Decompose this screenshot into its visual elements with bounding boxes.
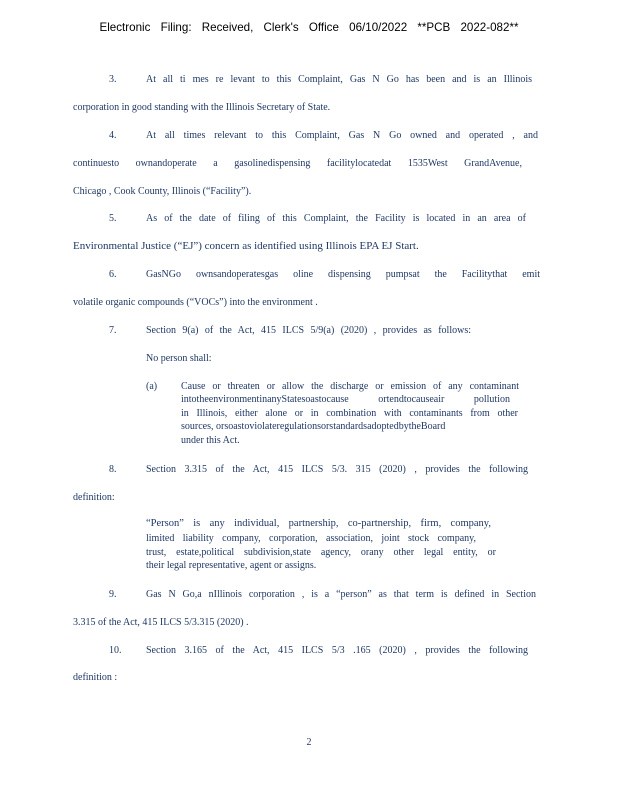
paragraph-4-line-3: Chicago , Cook County, Illinois (“Facility”). <box>73 186 252 197</box>
paragraph-3-number: 3. <box>109 74 117 85</box>
paragraph-9-line-2: 3.315 of the Act, 415 ILCS 5/3.315 (2020) . <box>73 617 249 628</box>
paragraph-5-line-1: As of the date of filing of this Complaint, the Facility is located in an area of <box>146 213 526 224</box>
subsection-a-line-2: intotheenvironmentinanyStatesoastocause ortendtocauseair pollution <box>181 394 510 405</box>
person-definition-line-3: trust, estate,political subdivision,state agency, orany other legal entity, or <box>146 547 496 558</box>
paragraph-10-line-1: Section 3.165 of the Act, 415 ILCS 5/3 .165 (2020) , provides the following <box>146 645 528 656</box>
paragraph-6-line-1: GasNGo ownsandoperatesgas oline dispensing pumpsat the Facilitythat emit <box>146 269 540 280</box>
paragraph-9-line-1: Gas N Go,a nIllinois corporation , is a “person” as that term is defined in Section <box>146 589 536 600</box>
paragraph-4-number: 4. <box>109 130 117 141</box>
filing-header: Electronic Filing: Received, Clerk's Office 06/10/2022 **PCB 2022-082** <box>99 21 519 34</box>
subsection-a-label: (a) <box>146 381 158 392</box>
paragraph-9-number: 9. <box>109 589 117 600</box>
subsection-a-line-5: under this Act. <box>181 435 240 446</box>
paragraph-4-line-1: At all times relevant to this Complaint, Gas N Go owned and operated , and <box>146 130 538 141</box>
paragraph-4-line-2: continuesto ownandoperate a gasolinedispensing facilitylocatedat 1535West GrandAvenue, <box>73 158 522 169</box>
paragraph-3-line-2: corporation in good standing with the Illinois Secretary of State. <box>73 102 331 113</box>
paragraph-8-line-2: definition: <box>73 492 115 503</box>
paragraph-6-number: 6. <box>109 269 117 280</box>
subsection-a-line-1: Cause or threaten or allow the discharge or emission of any contaminant <box>181 381 519 392</box>
person-definition-line-1: “Person” is any individual, partnership, co-partnership, firm, company, <box>146 518 491 529</box>
paragraph-8-number: 8. <box>109 464 117 475</box>
paragraph-7-line-2: No person shall: <box>146 353 212 364</box>
subsection-a-line-4: sources, orsoastoviolateregulationsorstandardsadoptedbytheBoard <box>181 421 446 432</box>
paragraph-7-line-1: Section 9(a) of the Act, 415 ILCS 5/9(a) (2020) , provides as follows: <box>146 325 471 336</box>
paragraph-6-line-2: volatile organic compounds (“VOCs”) into the environment . <box>73 297 318 308</box>
page-number: 2 <box>306 737 312 748</box>
person-definition-line-2: limited liability company, corporation, association, joint stock company, <box>146 533 476 544</box>
person-definition-line-4: their legal representative, agent or assigns. <box>146 560 317 571</box>
paragraph-10-line-2: definition : <box>73 672 118 683</box>
paragraph-10-number: 10. <box>109 645 122 656</box>
paragraph-5-line-2: Environmental Justice (“EJ”) concern as identified using Illinois EPA EJ Start. <box>73 240 419 252</box>
subsection-a-line-3: in Illinois, either alone or in combination with contaminants from other <box>181 408 518 419</box>
paragraph-5-number: 5. <box>109 213 117 224</box>
paragraph-3-line-1: At all ti mes re levant to this Complaint, Gas N Go has been and is an Illinois <box>146 74 532 85</box>
paragraph-8-line-1: Section 3.315 of the Act, 415 ILCS 5/3. 315 (2020) , provides the following <box>146 464 528 475</box>
paragraph-7-number: 7. <box>109 325 117 336</box>
